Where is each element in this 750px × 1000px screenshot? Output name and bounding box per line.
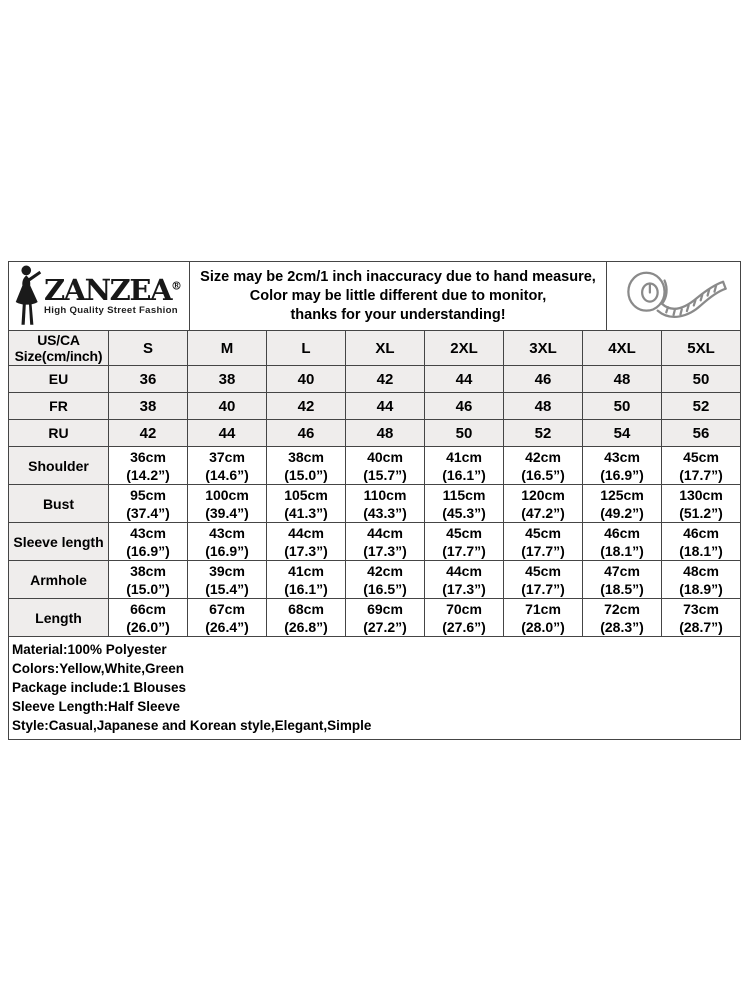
size-col-header: L <box>267 331 346 366</box>
size-col-header: S <box>109 331 188 366</box>
measuring-tape-icon <box>616 265 732 327</box>
size-table <box>8 330 741 637</box>
value-inch: (26.4”) <box>205 618 249 635</box>
table-header-row <box>9 331 741 366</box>
table-cell: 50 <box>425 420 504 447</box>
table-cell <box>583 599 662 637</box>
table-cell: 56 <box>662 420 741 447</box>
table-cell: 38 <box>188 366 267 393</box>
value-inch: (16.5”) <box>521 466 565 483</box>
notice-line-2: Color may be little different due to monitor, <box>249 287 547 304</box>
value-inch: (49.2”) <box>600 504 644 521</box>
value-cm: 45cm <box>683 448 719 465</box>
table-cell <box>346 523 425 561</box>
registered-mark: ® <box>170 279 182 293</box>
table-cell <box>188 599 267 637</box>
value-cm: 38cm <box>288 448 324 465</box>
notice-line-1: Size may be 2cm/1 inch inaccuracy due to hand measure, <box>200 268 596 285</box>
table-cell: 48 <box>346 420 425 447</box>
value-cm: 41cm <box>446 448 482 465</box>
detail-material: Material:100% Polyester <box>12 642 167 657</box>
value-inch: (28.0”) <box>521 618 565 635</box>
row-label: EU <box>9 366 109 393</box>
table-cell <box>425 561 504 599</box>
value-cm: 38cm <box>130 562 166 579</box>
table-cell <box>188 561 267 599</box>
table-cell <box>504 447 583 485</box>
table-cell <box>267 447 346 485</box>
value-inch: (17.3”) <box>363 542 407 559</box>
value-inch: (37.4”) <box>126 504 170 521</box>
value-cm: 44cm <box>288 524 324 541</box>
value-inch: (17.3”) <box>442 580 486 597</box>
size-col-header: 2XL <box>425 331 504 366</box>
table-row <box>9 523 741 561</box>
value-inch: (18.9”) <box>679 580 723 597</box>
value-cm: 43cm <box>604 448 640 465</box>
value-inch: (17.3”) <box>284 542 328 559</box>
table-cell <box>662 485 741 523</box>
table-cell: 40 <box>188 393 267 420</box>
table-cell <box>425 485 504 523</box>
brand-name-text: ZANZEA <box>44 273 171 308</box>
table-cell <box>109 561 188 599</box>
table-cell <box>109 599 188 637</box>
detail-colors: Colors:Yellow,White,Green <box>12 661 185 676</box>
table-cell <box>504 485 583 523</box>
value-cm: 37cm <box>209 448 245 465</box>
table-cell: 44 <box>425 366 504 393</box>
table-cell: 52 <box>504 420 583 447</box>
value-inch: (14.2”) <box>126 466 170 483</box>
size-col-header: 3XL <box>504 331 583 366</box>
value-cm: 45cm <box>525 562 561 579</box>
size-col-header: 4XL <box>583 331 662 366</box>
table-cell <box>504 599 583 637</box>
corner-line-1: US/CA <box>37 332 80 348</box>
table-cell: 44 <box>346 393 425 420</box>
table-cell: 46 <box>425 393 504 420</box>
table-cell: 42 <box>109 420 188 447</box>
table-cell: 48 <box>583 366 662 393</box>
row-label: RU <box>9 420 109 447</box>
table-row <box>9 561 741 599</box>
value-cm: 40cm <box>367 448 403 465</box>
brand-text-block <box>44 273 182 317</box>
value-inch: (15.7”) <box>363 466 407 483</box>
table-cell <box>109 447 188 485</box>
value-cm: 130cm <box>679 486 723 503</box>
table-cell: 36 <box>109 366 188 393</box>
value-cm: 73cm <box>683 600 719 617</box>
value-inch: (16.5”) <box>363 580 407 597</box>
table-cell: 52 <box>662 393 741 420</box>
measurement-notice <box>189 262 607 330</box>
value-inch: (17.7”) <box>442 542 486 559</box>
value-cm: 39cm <box>209 562 245 579</box>
value-inch: (39.4”) <box>205 504 249 521</box>
value-inch: (16.1”) <box>442 466 486 483</box>
detail-package: Package include:1 Blouses <box>12 680 187 695</box>
brand-logo <box>9 262 189 330</box>
value-inch: (16.1”) <box>284 580 328 597</box>
row-label: Sleeve length <box>9 523 109 561</box>
size-col-header: 5XL <box>662 331 741 366</box>
table-cell <box>504 523 583 561</box>
detail-style: Style:Casual,Japanese and Korean style,Elegant,Simple <box>12 718 372 733</box>
value-cm: 44cm <box>367 524 403 541</box>
table-cell <box>109 523 188 561</box>
table-cell: 54 <box>583 420 662 447</box>
value-inch: (41.3”) <box>284 504 328 521</box>
table-cell <box>346 561 425 599</box>
value-inch: (26.0”) <box>126 618 170 635</box>
table-cell <box>346 599 425 637</box>
corner-header <box>9 331 109 366</box>
table-cell <box>504 561 583 599</box>
value-inch: (17.7”) <box>521 580 565 597</box>
header-band <box>8 261 741 330</box>
row-label: FR <box>9 393 109 420</box>
table-cell <box>425 599 504 637</box>
table-cell: 50 <box>662 366 741 393</box>
table-cell <box>346 447 425 485</box>
value-inch: (27.6”) <box>442 618 486 635</box>
table-cell <box>583 561 662 599</box>
table-cell <box>267 599 346 637</box>
corner-line-2: Size(cm/inch) <box>14 348 103 364</box>
value-cm: 120cm <box>521 486 565 503</box>
value-inch: (28.3”) <box>600 618 644 635</box>
value-inch: (15.0”) <box>126 580 170 597</box>
table-cell: 40 <box>267 366 346 393</box>
value-inch: (16.9”) <box>600 466 644 483</box>
table-cell: 38 <box>109 393 188 420</box>
woman-silhouette-icon <box>10 264 48 328</box>
detail-sleeve-length: Sleeve Length:Half Sleeve <box>12 699 181 714</box>
product-details <box>8 637 741 740</box>
table-cell <box>662 447 741 485</box>
value-cm: 110cm <box>363 486 407 503</box>
value-cm: 105cm <box>284 486 328 503</box>
size-col-header: XL <box>346 331 425 366</box>
table-cell <box>346 485 425 523</box>
table-cell: 46 <box>267 420 346 447</box>
table-cell <box>425 523 504 561</box>
row-label: Bust <box>9 485 109 523</box>
value-cm: 46cm <box>683 524 719 541</box>
table-row <box>9 447 741 485</box>
table-row <box>9 393 741 420</box>
value-cm: 44cm <box>446 562 482 579</box>
brand-name <box>44 273 182 308</box>
table-cell <box>662 599 741 637</box>
value-inch: (15.4”) <box>205 580 249 597</box>
value-cm: 68cm <box>288 600 324 617</box>
value-cm: 66cm <box>130 600 166 617</box>
row-label: Length <box>9 599 109 637</box>
value-cm: 125cm <box>600 486 644 503</box>
table-cell <box>583 523 662 561</box>
chart-content <box>8 261 741 740</box>
notice-line-3: thanks for your understanding! <box>290 306 506 323</box>
table-cell <box>267 561 346 599</box>
value-cm: 42cm <box>367 562 403 579</box>
table-cell <box>109 485 188 523</box>
value-inch: (26.8”) <box>284 618 328 635</box>
value-cm: 41cm <box>288 562 324 579</box>
value-cm: 36cm <box>130 448 166 465</box>
brand-tagline: High Quality Street Fashion <box>44 305 178 317</box>
table-cell <box>583 447 662 485</box>
value-inch: (18.1”) <box>600 542 644 559</box>
value-inch: (14.6”) <box>205 466 249 483</box>
value-inch: (15.0”) <box>284 466 328 483</box>
table-cell <box>267 485 346 523</box>
table-cell: 42 <box>346 366 425 393</box>
value-cm: 71cm <box>525 600 561 617</box>
table-cell <box>425 447 504 485</box>
table-cell <box>188 447 267 485</box>
value-inch: (16.9”) <box>126 542 170 559</box>
value-cm: 67cm <box>209 600 245 617</box>
value-cm: 115cm <box>442 486 486 503</box>
value-cm: 48cm <box>683 562 719 579</box>
value-inch: (45.3”) <box>442 504 486 521</box>
table-row <box>9 420 741 447</box>
row-label: Shoulder <box>9 447 109 485</box>
value-inch: (27.2”) <box>363 618 407 635</box>
value-inch: (47.2”) <box>521 504 565 521</box>
table-cell <box>662 523 741 561</box>
table-row <box>9 485 741 523</box>
value-cm: 100cm <box>205 486 249 503</box>
value-cm: 70cm <box>446 600 482 617</box>
table-cell: 50 <box>583 393 662 420</box>
size-col-header: M <box>188 331 267 366</box>
value-inch: (17.7”) <box>679 466 723 483</box>
table-cell <box>188 485 267 523</box>
value-inch: (51.2”) <box>679 504 723 521</box>
value-cm: 72cm <box>604 600 640 617</box>
value-cm: 42cm <box>525 448 561 465</box>
value-cm: 95cm <box>130 486 166 503</box>
table-row <box>9 599 741 637</box>
table-cell: 44 <box>188 420 267 447</box>
table-row <box>9 366 741 393</box>
value-cm: 45cm <box>446 524 482 541</box>
value-cm: 46cm <box>604 524 640 541</box>
table-cell <box>267 523 346 561</box>
value-cm: 43cm <box>130 524 166 541</box>
value-cm: 69cm <box>367 600 403 617</box>
row-label: Armhole <box>9 561 109 599</box>
value-inch: (43.3”) <box>363 504 407 521</box>
value-cm: 47cm <box>604 562 640 579</box>
value-inch: (16.9”) <box>205 542 249 559</box>
table-cell: 46 <box>504 366 583 393</box>
tape-cell <box>607 262 740 330</box>
value-inch: (18.1”) <box>679 542 723 559</box>
value-inch: (28.7”) <box>679 618 723 635</box>
table-cell: 42 <box>267 393 346 420</box>
table-cell: 48 <box>504 393 583 420</box>
value-inch: (18.5”) <box>600 580 644 597</box>
table-cell <box>188 523 267 561</box>
table-cell <box>583 485 662 523</box>
value-cm: 43cm <box>209 524 245 541</box>
value-cm: 45cm <box>525 524 561 541</box>
table-cell <box>662 561 741 599</box>
value-inch: (17.7”) <box>521 542 565 559</box>
